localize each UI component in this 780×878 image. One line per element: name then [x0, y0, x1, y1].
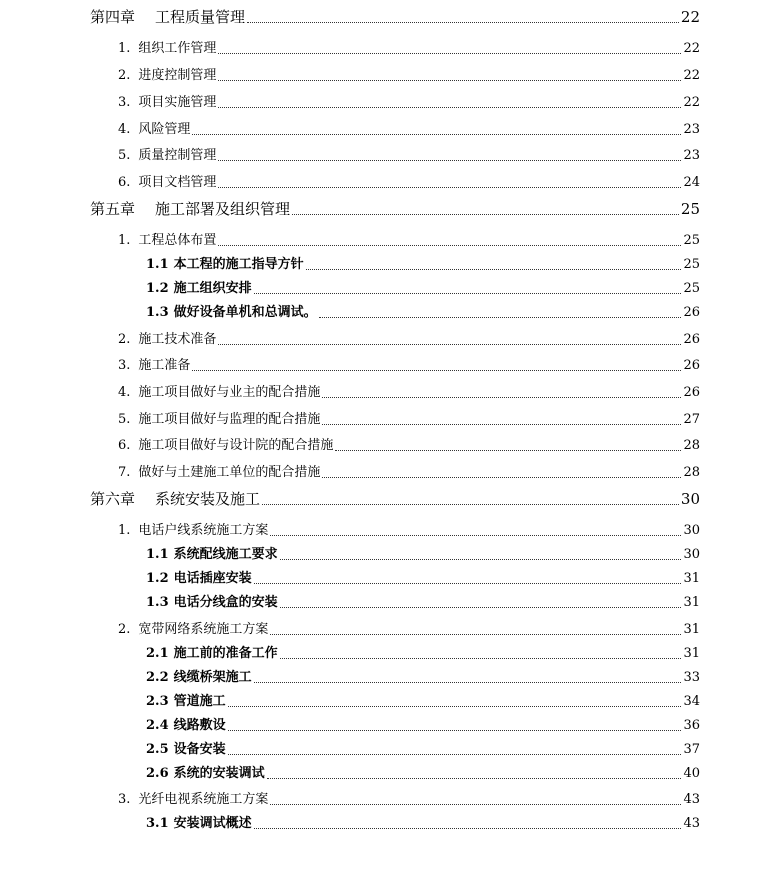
toc-entry-number: 4. [118, 122, 131, 137]
toc-entry-title: 系统配线施工要求 [173, 547, 278, 562]
toc-entry-title: 风险管理 [138, 122, 191, 137]
toc-entry-number: 1.1 [146, 257, 169, 272]
toc-entry-label [146, 594, 278, 612]
toc-page-number: 22 [683, 95, 700, 110]
toc-entry-title: 施工前的准备工作 [173, 646, 278, 661]
toc-entry-label [146, 645, 278, 663]
toc-section-entry[interactable] [118, 331, 700, 349]
toc-entry-title: 系统安装及施工 [155, 490, 261, 508]
toc-page-number: 31 [683, 595, 700, 610]
toc-entry-title: 电话插座安装 [173, 571, 252, 586]
toc-subsection-entry[interactable] [146, 717, 700, 735]
toc-entry-number: 第六章 [90, 490, 136, 508]
toc-entry-label [118, 437, 333, 455]
toc-entry-number: 第五章 [90, 200, 136, 218]
toc-entry-title: 施工项目做好与设计院的配合措施 [138, 438, 334, 453]
toc-entry-number: 2.6 [146, 766, 169, 781]
toc-chapter-entry[interactable] [90, 489, 700, 509]
toc-entry-number: 6. [118, 175, 131, 190]
toc-entry-label [118, 40, 216, 58]
toc-page-number: 43 [683, 816, 700, 831]
dot-leader [228, 730, 682, 731]
toc-entry-title: 线路敷设 [173, 718, 226, 733]
toc-entry-title: 电话户线系统施工方案 [138, 523, 269, 538]
toc-entry-label [90, 7, 245, 27]
toc-entry-title: 项目文档管理 [138, 175, 217, 190]
dot-leader [228, 706, 682, 707]
toc-entry-title: 管道施工 [173, 694, 226, 709]
toc-page-number: 24 [683, 175, 700, 190]
dot-leader [322, 397, 681, 398]
toc-entry-number: 1.3 [146, 305, 169, 320]
dot-leader [218, 107, 681, 108]
toc-entry-label [146, 256, 304, 274]
toc-page-number: 23 [683, 148, 700, 163]
toc-entry-number: 3. [118, 792, 131, 807]
dot-leader [218, 80, 681, 81]
toc-subsection-entry[interactable] [146, 546, 700, 564]
toc-page-number: 31 [683, 646, 700, 661]
toc-entry-title: 安装调试概述 [173, 816, 252, 831]
toc-section-entry[interactable] [118, 791, 700, 809]
dot-leader [306, 269, 682, 270]
toc-section-entry[interactable] [118, 522, 700, 540]
dot-leader [280, 607, 682, 608]
toc-entry-number: 5. [118, 148, 131, 163]
dot-leader [267, 778, 682, 779]
dot-leader [192, 134, 681, 135]
toc-entry-number: 1. [118, 523, 131, 538]
toc-page-number: 22 [680, 8, 700, 26]
dot-leader [228, 754, 682, 755]
toc-chapter-entry[interactable] [90, 7, 700, 27]
toc-entry-number: 第四章 [90, 8, 136, 26]
toc-section-entry[interactable] [118, 621, 700, 639]
dot-leader [319, 317, 682, 318]
toc-entry-title: 线缆桥架施工 [173, 670, 252, 685]
toc-entry-number: 1.2 [146, 281, 169, 296]
toc-entry-number: 2.4 [146, 718, 169, 733]
toc-entry-number: 2.2 [146, 670, 169, 685]
toc-chapter-entry[interactable] [90, 199, 700, 219]
toc-page-number: 43 [683, 792, 700, 807]
toc-page-number: 36 [683, 718, 700, 733]
toc-entry-number: 2.1 [146, 646, 169, 661]
dot-leader [254, 293, 682, 294]
toc-entry-label [118, 411, 320, 429]
toc-subsection-entry[interactable] [146, 256, 700, 274]
toc-page-number: 25 [680, 200, 700, 218]
dot-leader [218, 344, 681, 345]
dot-leader [270, 804, 681, 805]
toc-page-number: 23 [683, 122, 700, 137]
toc-entry-number: 3. [118, 95, 131, 110]
toc-entry-label [118, 67, 216, 85]
toc-page-number: 25 [683, 233, 700, 248]
dot-leader [192, 370, 681, 371]
toc-subsection-entry[interactable] [146, 741, 700, 759]
toc-entry-label [118, 522, 268, 540]
toc-subsection-entry[interactable] [146, 645, 700, 663]
dot-leader [280, 658, 682, 659]
toc-entry-title: 项目实施管理 [138, 95, 217, 110]
dot-leader [262, 504, 679, 505]
toc-entry-title: 系统的安装调试 [173, 766, 265, 781]
toc-page-number: 31 [683, 571, 700, 586]
toc-entry-label [146, 304, 317, 322]
toc-subsection-entry[interactable] [146, 693, 700, 711]
toc-entry-number: 2.3 [146, 694, 169, 709]
toc-entry-label [118, 384, 320, 402]
toc-entry-label [146, 693, 226, 711]
toc-entry-title: 本工程的施工指导方针 [173, 257, 304, 272]
toc-section-entry[interactable] [118, 67, 700, 85]
toc-page-number: 26 [683, 385, 700, 400]
toc-page-number: 26 [683, 332, 700, 347]
toc-page-number: 31 [683, 622, 700, 637]
dot-leader [322, 424, 681, 425]
toc-page-number: 25 [683, 257, 700, 272]
toc-section-entry[interactable] [118, 384, 700, 402]
dot-leader [280, 559, 682, 560]
toc-entry-number: 2. [118, 68, 131, 83]
toc-entry-label [118, 232, 216, 250]
toc-subsection-entry[interactable] [146, 815, 700, 833]
toc-entry-label [118, 464, 320, 482]
toc-entry-number: 1.1 [146, 547, 169, 562]
toc-entry-label [118, 791, 268, 809]
toc-entry-title: 施工项目做好与监理的配合措施 [138, 412, 321, 427]
toc-page-number: 22 [683, 68, 700, 83]
toc-page-number: 27 [683, 412, 700, 427]
toc-entry-title: 施工准备 [138, 358, 191, 373]
toc-subsection-entry[interactable] [146, 765, 700, 783]
toc-entry-title: 施工部署及组织管理 [155, 200, 291, 218]
toc-entry-title: 光纤电视系统施工方案 [138, 792, 269, 807]
toc-entry-label [118, 94, 216, 112]
toc-entry-number: 3. [118, 358, 131, 373]
toc-page-number: 30 [680, 490, 700, 508]
toc-entry-number: 4. [118, 385, 131, 400]
toc-entry-title: 工程质量管理 [155, 8, 246, 26]
toc-entry-label [118, 621, 268, 639]
toc-entry-title: 进度控制管理 [138, 68, 217, 83]
toc-entry-label [118, 357, 190, 375]
toc-subsection-entry[interactable] [146, 669, 700, 687]
toc-entry-label [146, 741, 226, 759]
toc-entry-number: 2.5 [146, 742, 169, 757]
toc-entry-label [90, 489, 260, 509]
toc-page-number: 26 [683, 305, 700, 320]
toc-entry-title: 施工组织安排 [173, 281, 252, 296]
toc-section-entry[interactable] [118, 147, 700, 165]
toc-entry-label [146, 570, 252, 588]
dot-leader [254, 828, 682, 829]
toc-subsection-entry[interactable] [146, 280, 700, 298]
dot-leader [247, 22, 679, 23]
toc-section-entry[interactable] [118, 121, 700, 139]
toc-entry-number: 1. [118, 233, 131, 248]
toc-entry-title: 电话分线盒的安装 [173, 595, 278, 610]
toc-page-number: 40 [683, 766, 700, 781]
dot-leader [218, 160, 681, 161]
toc-entry-number: 1.3 [146, 595, 169, 610]
toc-page-number: 30 [683, 523, 700, 538]
dot-leader [254, 583, 682, 584]
toc-subsection-entry[interactable] [146, 594, 700, 612]
dot-leader [270, 535, 681, 536]
toc-section-entry[interactable] [118, 40, 700, 58]
toc-entry-title: 宽带网络系统施工方案 [138, 622, 269, 637]
toc-section-entry[interactable] [118, 437, 700, 455]
toc-entry-title: 设备安装 [173, 742, 226, 757]
toc-page-number: 25 [683, 281, 700, 296]
toc-section-entry[interactable] [118, 94, 700, 112]
toc-entry-title: 做好与土建施工单位的配合措施 [138, 465, 321, 480]
toc-entry-label [146, 669, 252, 687]
toc-subsection-entry[interactable] [146, 304, 700, 322]
toc-entry-label [90, 199, 290, 219]
toc-entry-label [146, 717, 226, 735]
toc-page-number: 26 [683, 358, 700, 373]
toc-entry-title: 施工项目做好与业主的配合措施 [138, 385, 321, 400]
toc-entry-number: 6. [118, 438, 131, 453]
toc-page-number: 22 [683, 41, 700, 56]
toc-entry-number: 7. [118, 465, 131, 480]
toc-page-number: 28 [683, 438, 700, 453]
toc-page-number: 30 [683, 547, 700, 562]
toc-entry-number: 2. [118, 622, 131, 637]
dot-leader [270, 634, 681, 635]
toc-entry-number: 2. [118, 332, 131, 347]
toc-section-entry[interactable] [118, 357, 700, 375]
dot-leader [218, 53, 681, 54]
toc-section-entry[interactable] [118, 174, 700, 192]
toc-entry-number: 1.2 [146, 571, 169, 586]
toc-page-number: 33 [683, 670, 700, 685]
toc-entry-title: 质量控制管理 [138, 148, 217, 163]
toc-entry-label [118, 331, 216, 349]
toc-entry-label [146, 280, 252, 298]
toc-entry-label [146, 815, 252, 833]
dot-leader [254, 682, 682, 683]
toc-entry-number: 3.1 [146, 816, 169, 831]
toc-entry-label [118, 121, 190, 139]
dot-leader [218, 187, 681, 188]
toc-page-number: 37 [683, 742, 700, 757]
toc-subsection-entry[interactable] [146, 570, 700, 588]
toc-entry-label [146, 765, 265, 783]
toc-section-entry[interactable] [118, 411, 700, 429]
dot-leader [335, 450, 681, 451]
toc-section-entry[interactable] [118, 232, 700, 250]
toc-entry-title: 组织工作管理 [138, 41, 217, 56]
toc-entry-number: 5. [118, 412, 131, 427]
toc-section-entry[interactable] [118, 464, 700, 482]
toc-page-number: 28 [683, 465, 700, 480]
toc-entry-number: 1. [118, 41, 131, 56]
toc-entry-label [118, 174, 216, 192]
dot-leader [218, 245, 681, 246]
toc-page-number: 34 [683, 694, 700, 709]
toc-entry-label [118, 147, 216, 165]
dot-leader [292, 214, 679, 215]
toc-entry-title: 施工技术准备 [138, 332, 217, 347]
toc-entry-label [146, 546, 278, 564]
toc-entry-title: 工程总体布置 [138, 233, 217, 248]
toc-entry-title: 做好设备单机和总调试。 [173, 305, 317, 320]
dot-leader [322, 477, 681, 478]
